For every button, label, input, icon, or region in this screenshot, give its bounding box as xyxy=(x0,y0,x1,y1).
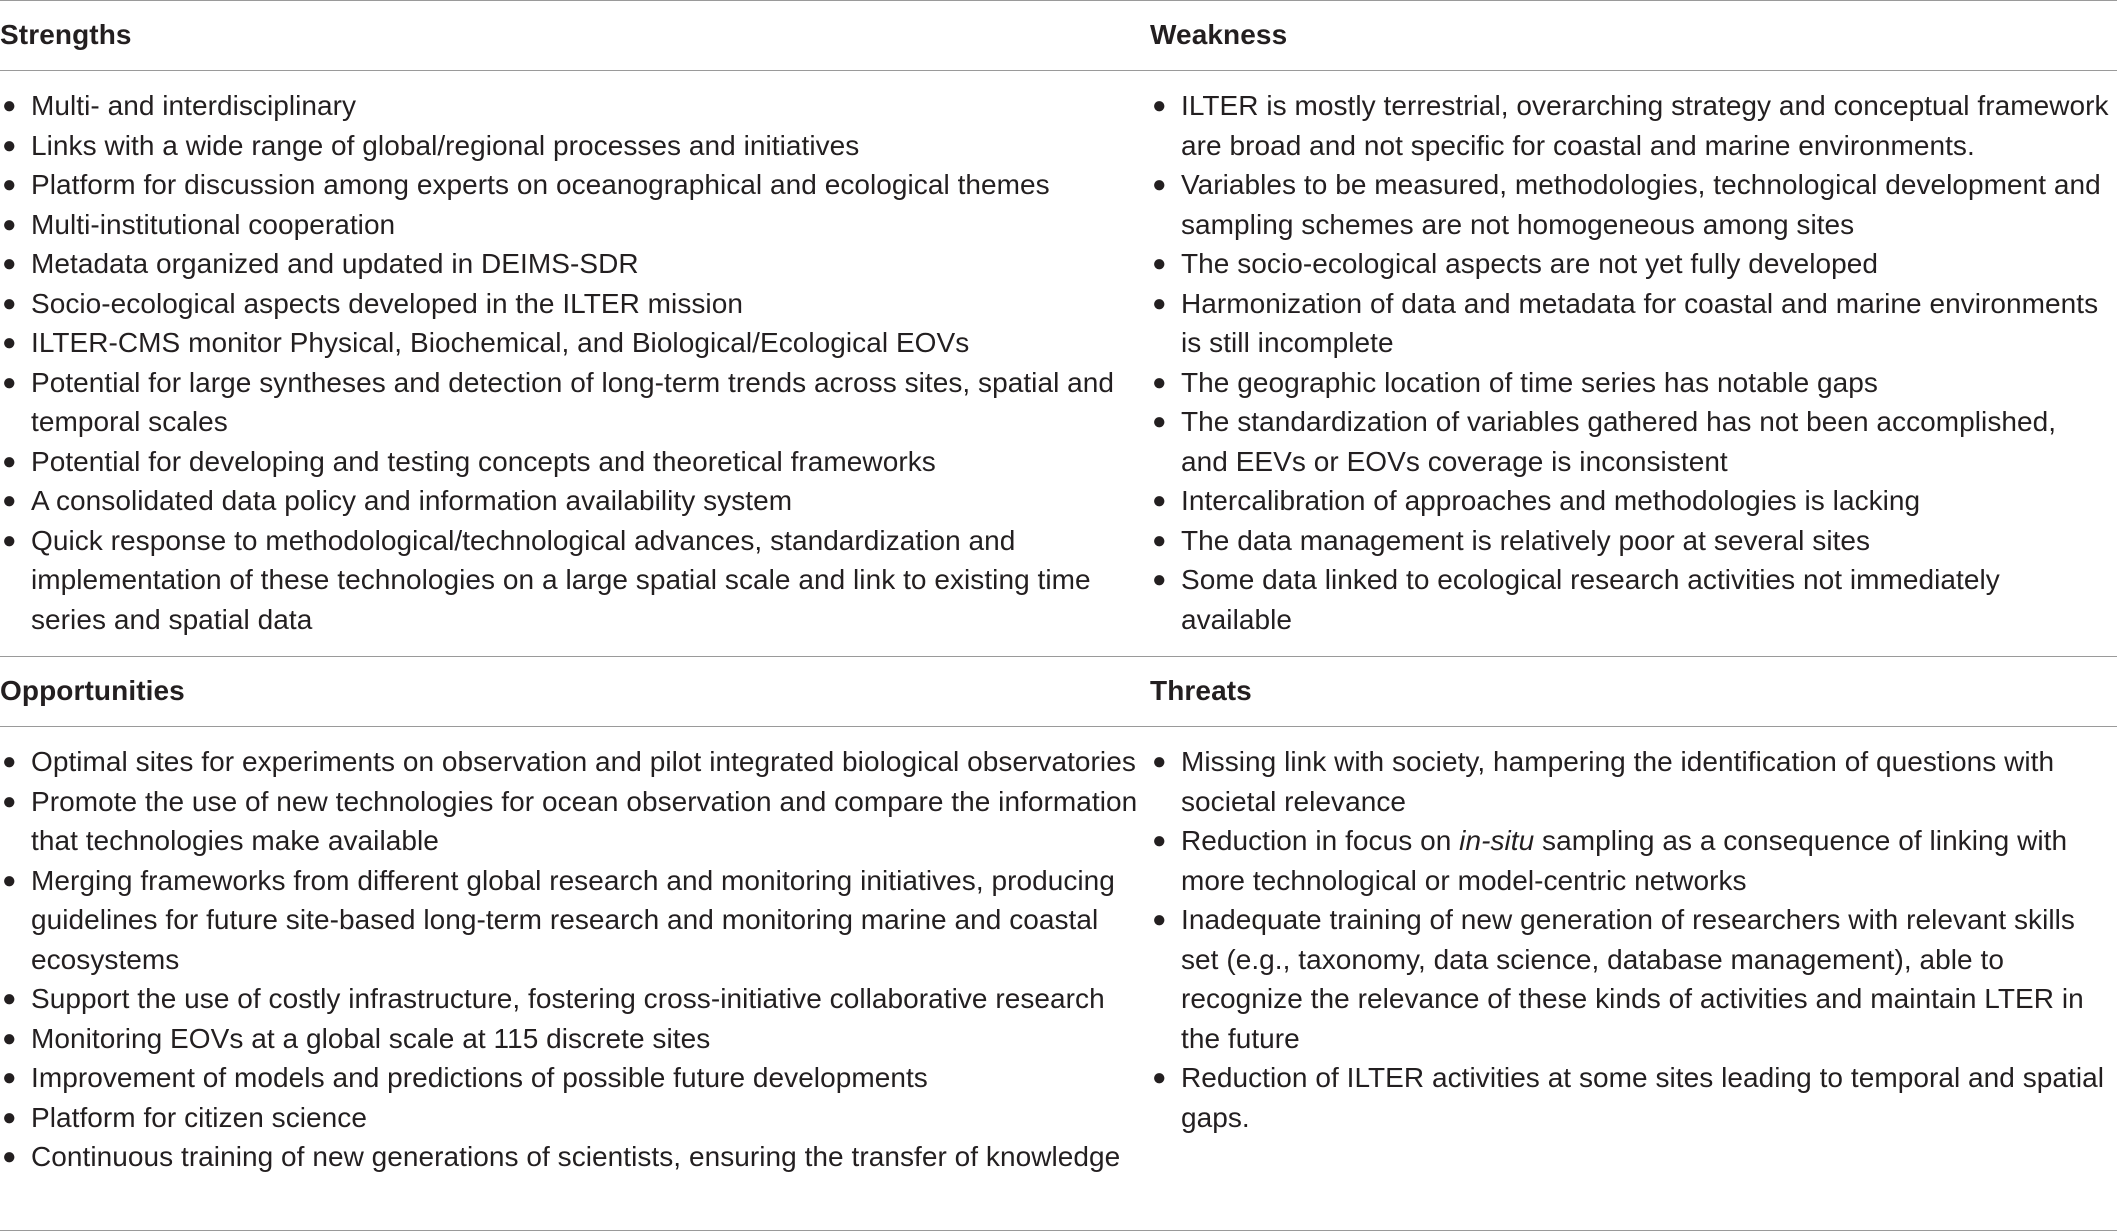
list-item-text: Inadequate training of new generation of researchers with relevant skills set (e.g., taxonomy, data science, database management), able to recognize the relevance of these kinds of activities and maintain LTER in the future xyxy=(1181,904,2084,1054)
list-item-text: Monitoring EOVs at a global scale at 115 discrete sites xyxy=(31,1022,711,1054)
bullet-icon: ● xyxy=(2,487,17,514)
list-item-text: Platform for discussion among experts on oceanographical and ecological themes xyxy=(31,169,1050,200)
list-item-text: Harmonization of data and metadata for coastal and marine environments is still incomplete xyxy=(1181,287,2099,358)
list-item-text: The socio-ecological aspects are not yet fully developed xyxy=(1181,248,1878,279)
header-rule-upper xyxy=(0,70,2117,71)
list-item xyxy=(0,1098,1140,1138)
bullet-icon: ● xyxy=(1152,289,1167,317)
list-item xyxy=(0,742,1140,782)
bullet-icon: ● xyxy=(1152,171,1167,198)
list-item xyxy=(1150,481,2110,521)
list-item xyxy=(0,165,1140,205)
opportunities-list xyxy=(0,742,1140,1177)
list-item xyxy=(0,323,1140,363)
list-item-text: Links with a wide range of global/regional processes and initiatives xyxy=(31,129,860,161)
bullet-icon: ● xyxy=(2,985,17,1012)
list-item-text: Optimal sites for experiments on observation and pilot integrated biological observatories xyxy=(31,746,1136,777)
weakness-heading: Weakness xyxy=(1150,19,1288,50)
list-item-text: Socio-ecological aspects developed in the ILTER mission xyxy=(31,287,743,319)
bullet-icon: ● xyxy=(2,1143,17,1170)
bullet-icon: ● xyxy=(1152,92,1167,119)
list-item-text: Multi-institutional cooperation xyxy=(31,208,396,240)
bullet-icon: ● xyxy=(2,368,17,396)
bullet-icon: ● xyxy=(1152,368,1167,396)
weakness-list xyxy=(1150,86,2110,639)
list-item xyxy=(0,244,1140,284)
list-item-text: Improvement of models and predictions of possible future developments xyxy=(31,1062,928,1093)
list-item xyxy=(1150,560,2110,639)
list-item xyxy=(1150,86,2110,165)
threats-heading: Threats xyxy=(1150,675,1252,706)
bullet-icon: ● xyxy=(1152,748,1167,775)
list-item xyxy=(0,861,1140,980)
bullet-icon: ● xyxy=(2,447,17,475)
list-item xyxy=(0,1058,1140,1098)
opportunities-heading: Opportunities xyxy=(0,675,185,706)
list-item xyxy=(1150,402,2110,481)
list-item xyxy=(1150,1058,2110,1137)
bullet-icon: ● xyxy=(2,1024,17,1052)
strengths-cell xyxy=(0,86,1140,639)
list-item xyxy=(0,442,1140,482)
list-item-text: A consolidated data policy and information availability system xyxy=(31,485,793,516)
list-item xyxy=(0,979,1140,1019)
bullet-icon: ● xyxy=(2,329,17,356)
bullet-icon: ● xyxy=(2,289,17,317)
weakness-cell xyxy=(1150,86,2110,639)
list-item-text: Variables to be measured, methodologies, technological development and sampling schemes are not homogeneous among sites xyxy=(1181,169,2101,240)
threats-list xyxy=(1150,742,2110,1137)
bullet-icon: ● xyxy=(1152,566,1167,593)
list-item-text: Reduction of ILTER activities at some sites leading to temporal and spatial gaps. xyxy=(1181,1062,2105,1133)
bullet-icon: ● xyxy=(1152,250,1167,277)
bullet-icon: ● xyxy=(2,526,17,554)
list-item xyxy=(0,284,1140,324)
bullet-icon: ● xyxy=(2,92,17,119)
list-item xyxy=(1150,900,2110,1058)
bullet-icon: ● xyxy=(1152,526,1167,554)
strengths-list xyxy=(0,86,1140,639)
bullet-icon: ● xyxy=(1152,827,1167,854)
strengths-heading: Strengths xyxy=(0,19,132,50)
list-item xyxy=(0,1137,1140,1177)
list-item-text: Missing link with society, hampering the identification of questions with societal relevance xyxy=(1181,746,2055,817)
list-item xyxy=(0,782,1140,861)
list-item-text: The standardization of variables gathered has not been accomplished, and EEVs or EOVs coverage is inconsistent xyxy=(1181,406,2057,477)
emphasis-text: in-situ xyxy=(1459,825,1535,856)
bullet-icon: ● xyxy=(2,210,17,238)
list-item xyxy=(1150,821,2110,900)
list-item-text: Reduction in focus on in-situ sampling as a consequence of linking with more technological or model-centric networks xyxy=(1181,825,2068,896)
bullet-icon: ● xyxy=(2,250,17,277)
bullet-icon: ● xyxy=(2,787,17,815)
list-item-text: Potential for developing and testing concepts and theoretical frameworks xyxy=(31,445,936,477)
opportunities-cell xyxy=(0,742,1140,1177)
list-item xyxy=(1150,363,2110,403)
bullet-icon: ● xyxy=(1152,906,1167,933)
opportunities-header-cell xyxy=(0,656,1140,726)
header-rule-lower xyxy=(0,726,2117,727)
list-item-text: Platform for citizen science xyxy=(31,1101,367,1133)
bullet-icon: ● xyxy=(2,171,17,198)
strengths-header-cell xyxy=(0,0,1140,70)
list-item xyxy=(0,86,1140,126)
list-item-text: Continuous training of new generations of scientists, ensuring the transfer of knowledge xyxy=(31,1141,1121,1172)
list-item-text: Merging frameworks from different global research and monitoring initiatives, producing guidelines for future site-based long-term research and monitoring marine and coastal ecosystems xyxy=(31,864,1115,975)
list-item-text: The data management is relatively poor at several sites xyxy=(1181,524,1871,556)
table-bottom-rule xyxy=(0,1230,2117,1231)
list-item xyxy=(0,205,1140,245)
list-item-text: Promote the use of new technologies for ocean observation and compare the information that technologies make available xyxy=(31,785,1138,856)
list-item xyxy=(1150,244,2110,284)
list-item-text: The geographic location of time series has notable gaps xyxy=(1181,366,1878,398)
list-item xyxy=(0,481,1140,521)
list-item xyxy=(0,126,1140,166)
threats-header-cell xyxy=(1150,656,2110,726)
threats-cell xyxy=(1150,742,2110,1137)
list-item xyxy=(0,363,1140,442)
list-item-text: Intercalibration of approaches and methodologies is lacking xyxy=(1181,485,1921,516)
list-item xyxy=(0,521,1140,640)
bullet-icon: ● xyxy=(2,866,17,894)
list-item-text: Support the use of costly infrastructure, fostering cross-initiative collaborative research xyxy=(31,983,1105,1014)
weakness-header-cell xyxy=(1150,0,2110,70)
bullet-icon: ● xyxy=(1152,408,1167,435)
list-item xyxy=(1150,165,2110,244)
list-item-text: Quick response to methodological/technological advances, standardization and implementation of these technologies on a large spatial scale and link to existing time series and spatial data xyxy=(31,524,1091,635)
bullet-icon: ● xyxy=(2,1103,17,1131)
list-item-text: Some data linked to ecological research activities not immediately available xyxy=(1181,564,2000,635)
list-item xyxy=(1150,521,2110,561)
list-item-text: Potential for large syntheses and detection of long-term trends across sites, spatial and temporal scales xyxy=(31,366,1115,437)
list-item-text: Multi- and interdisciplinary xyxy=(31,90,357,121)
bullet-icon: ● xyxy=(1152,487,1167,514)
bullet-icon: ● xyxy=(2,748,17,775)
bullet-icon: ● xyxy=(2,1064,17,1091)
list-item xyxy=(1150,742,2110,821)
list-item-text: ILTER is mostly terrestrial, overarching strategy and conceptual framework are broad and not specific for coastal and marine environments. xyxy=(1181,90,2109,161)
bullet-icon: ● xyxy=(1152,1064,1167,1091)
bullet-icon: ● xyxy=(2,131,17,159)
list-item-text: Metadata organized and updated in DEIMS-SDR xyxy=(31,248,639,279)
list-item-text: ILTER-CMS monitor Physical, Biochemical, and Biological/Ecological EOVs xyxy=(31,327,970,358)
list-item xyxy=(1150,284,2110,363)
list-item xyxy=(0,1019,1140,1059)
